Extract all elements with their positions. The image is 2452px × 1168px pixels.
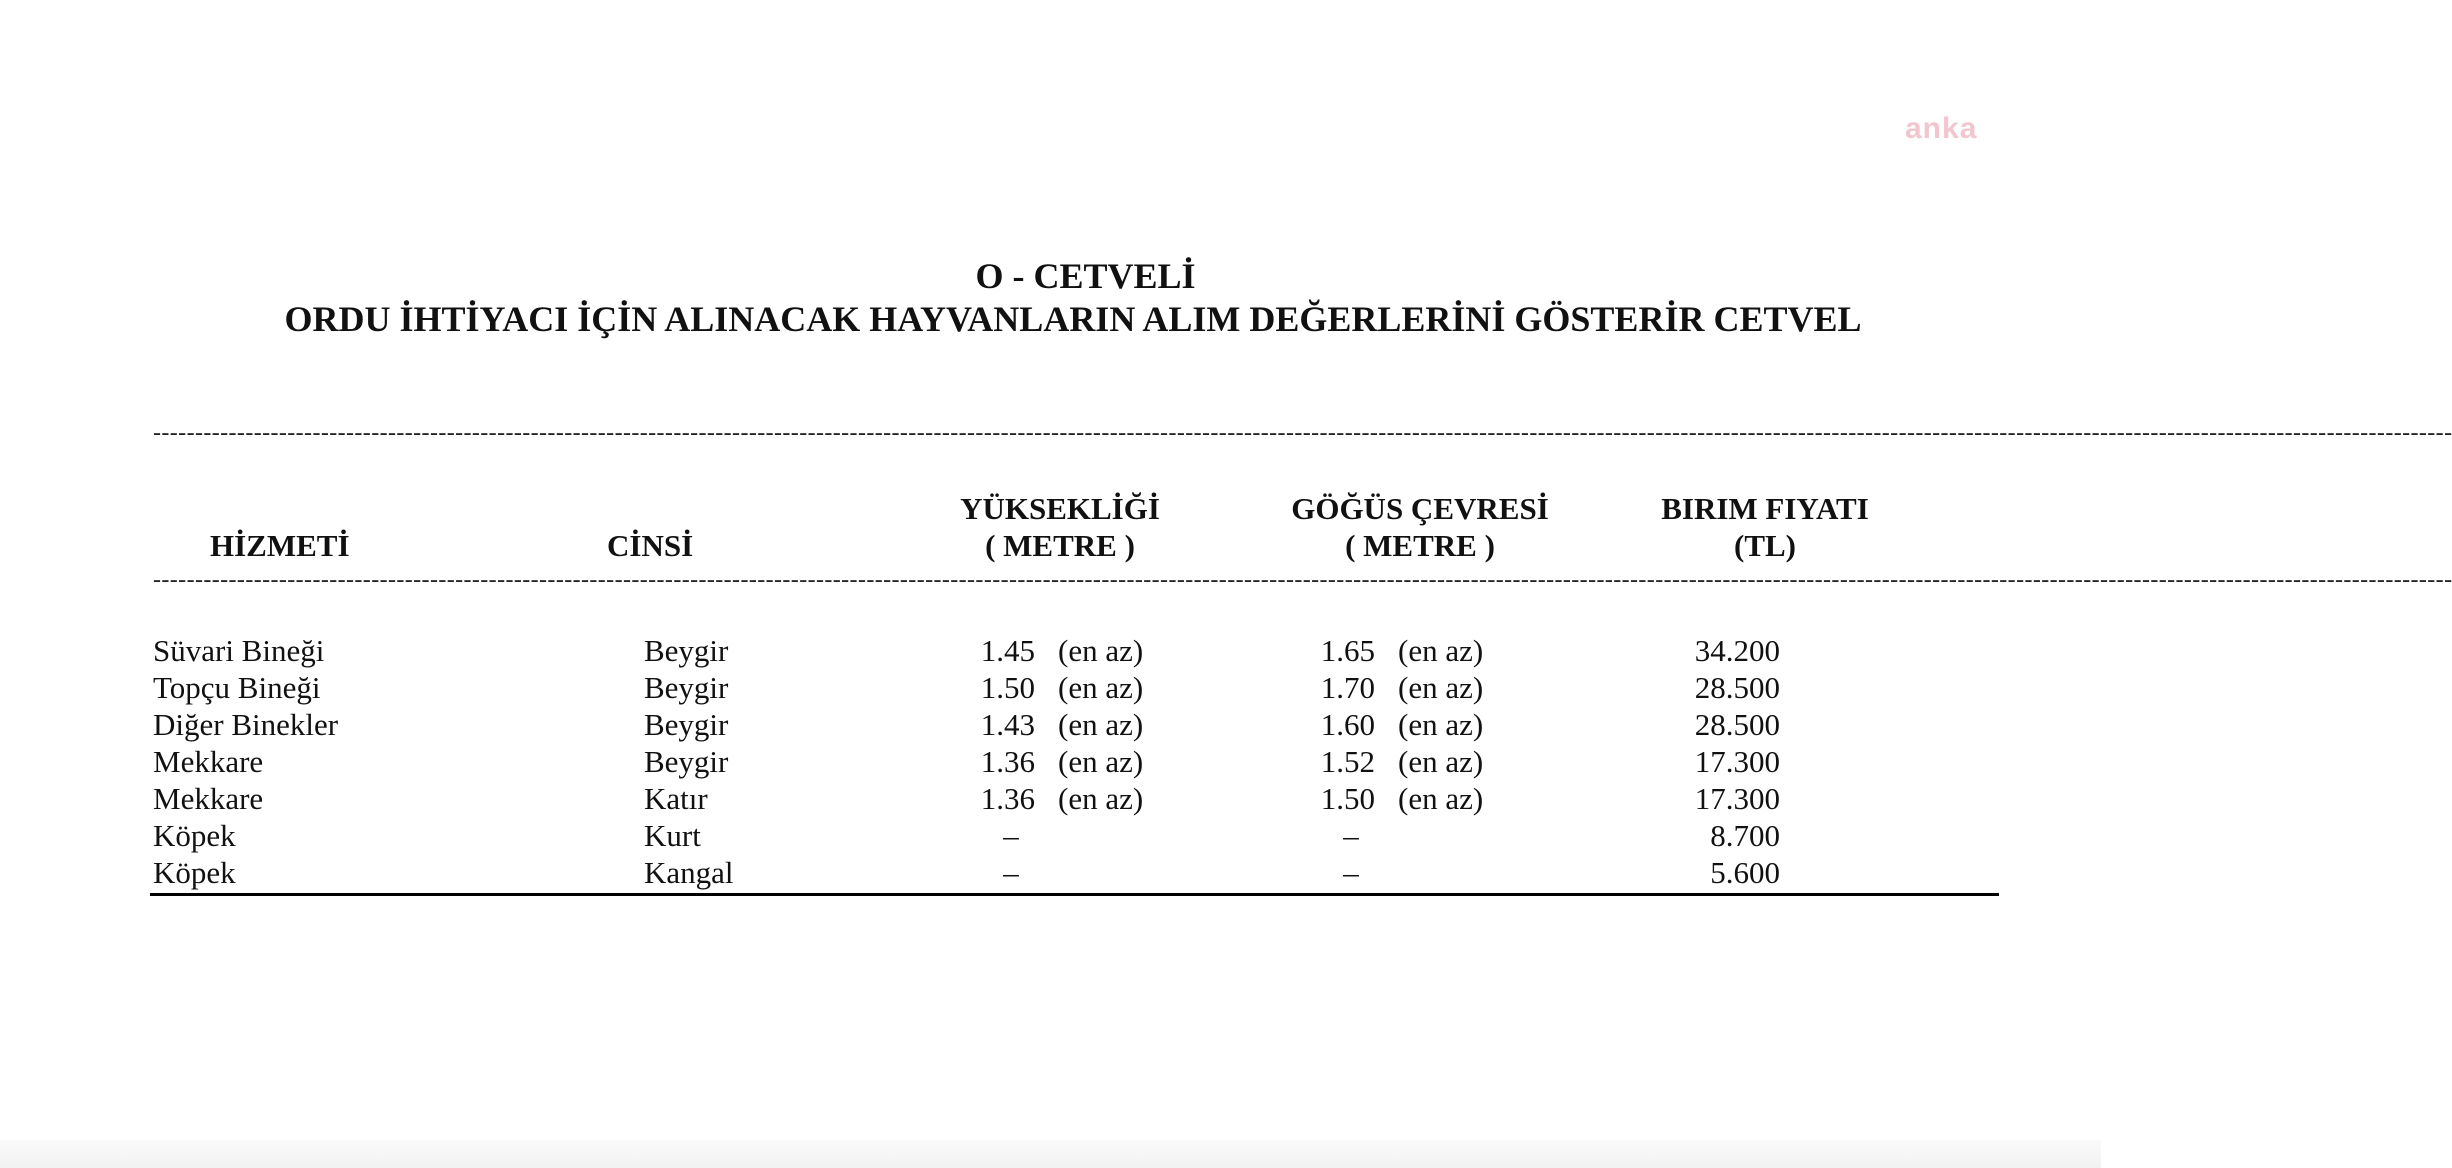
cell-cinsi: Beygir (644, 670, 729, 705)
cell-gogus: 1.70 (1320, 670, 1375, 705)
cell-cinsi: Beygir (644, 744, 729, 779)
cell-gogus: 1.60 (1320, 707, 1375, 742)
cell-yukseklik-note: (en az) (1058, 744, 1144, 779)
cell-hizmeti: Süvari Bineği (153, 633, 325, 668)
document-title: O - CETVELİ (975, 256, 1196, 296)
cell-hizmeti: Topçu Bineği (153, 670, 321, 705)
cell-fiyat: 28.500 (1694, 707, 1780, 742)
cell-hizmeti: Diğer Binekler (153, 707, 339, 742)
cell-yukseklik: – (1003, 855, 1019, 890)
header-gogus-unit: ( METRE ) (1345, 528, 1495, 563)
cell-gogus-note: (en az) (1398, 633, 1484, 668)
cell-yukseklik: 1.45 (980, 633, 1035, 668)
header-cinsi: CİNSİ (607, 528, 694, 563)
header-gogus-label: GÖĞÜS ÇEVRESİ (1291, 491, 1549, 526)
cell-gogus-note: (en az) (1398, 670, 1484, 705)
header-yukseklik (920, 490, 1200, 564)
cell-gogus: 1.50 (1320, 781, 1375, 816)
cell-cinsi: Kangal (644, 855, 734, 890)
cell-hizmeti: Mekkare (153, 744, 264, 779)
header-yukseklik-label: YÜKSEKLİĞİ (960, 491, 1160, 526)
header-separator: ---------------------------------------------------------------------------------------------------------------------------------------------------------------------------------------------------------------------------------------------------------------------------------- (153, 567, 2452, 593)
cell-fiyat: 34.200 (1694, 633, 1780, 668)
cell-cinsi: Kurt (644, 818, 701, 853)
cell-fiyat: 17.300 (1694, 744, 1780, 779)
header-fiyat (1630, 490, 1900, 564)
cell-yukseklik: 1.43 (980, 707, 1035, 742)
cell-gogus-note: (en az) (1398, 744, 1484, 779)
cell-cinsi: Beygir (644, 707, 729, 742)
cell-gogus: – (1343, 818, 1359, 853)
cell-yukseklik-note: (en az) (1058, 707, 1144, 742)
cell-yukseklik: 1.36 (980, 781, 1035, 816)
cell-yukseklik-note: (en az) (1058, 781, 1144, 816)
header-gogus (1270, 490, 1570, 564)
cell-gogus: 1.52 (1320, 744, 1375, 779)
header-fiyat-unit: (TL) (1734, 528, 1796, 563)
cell-cinsi: Beygir (644, 633, 729, 668)
page-bottom-edge (0, 1140, 2101, 1168)
cell-hizmeti: Mekkare (153, 781, 264, 816)
header-hizmeti: HİZMETİ (210, 528, 350, 563)
cell-gogus-note: (en az) (1398, 781, 1484, 816)
anka-watermark-logo: anka (1905, 112, 1978, 145)
document-subtitle: ORDU İHTİYACI İÇİN ALINACAK HAYVANLARIN ALIM DEĞERLERİNİ GÖSTERİR CETVEL (284, 299, 1862, 339)
cell-hizmeti: Köpek (153, 855, 236, 890)
header-fiyat-label: BIRIM FIYATI (1661, 491, 1869, 526)
cell-fiyat: 28.500 (1694, 670, 1780, 705)
cell-yukseklik-note: (en az) (1058, 670, 1144, 705)
cell-gogus: 1.65 (1320, 633, 1375, 668)
cell-yukseklik: 1.50 (980, 670, 1035, 705)
cell-yukseklik: – (1003, 818, 1019, 853)
cell-hizmeti: Köpek (153, 818, 236, 853)
table-bottom-rule (150, 893, 1999, 896)
cell-yukseklik: 1.36 (980, 744, 1035, 779)
cell-fiyat: 5.600 (1710, 855, 1780, 890)
cell-yukseklik-note: (en az) (1058, 633, 1144, 668)
cell-fiyat: 8.700 (1710, 818, 1780, 853)
header-yukseklik-unit: ( METRE ) (985, 528, 1135, 563)
cell-cinsi: Katır (644, 781, 708, 816)
cell-fiyat: 17.300 (1694, 781, 1780, 816)
cell-gogus-note: (en az) (1398, 707, 1484, 742)
cell-gogus: – (1343, 855, 1359, 890)
top-separator: ---------------------------------------------------------------------------------------------------------------------------------------------------------------------------------------------------------------------------------------------------------------------------------- (153, 420, 2452, 446)
